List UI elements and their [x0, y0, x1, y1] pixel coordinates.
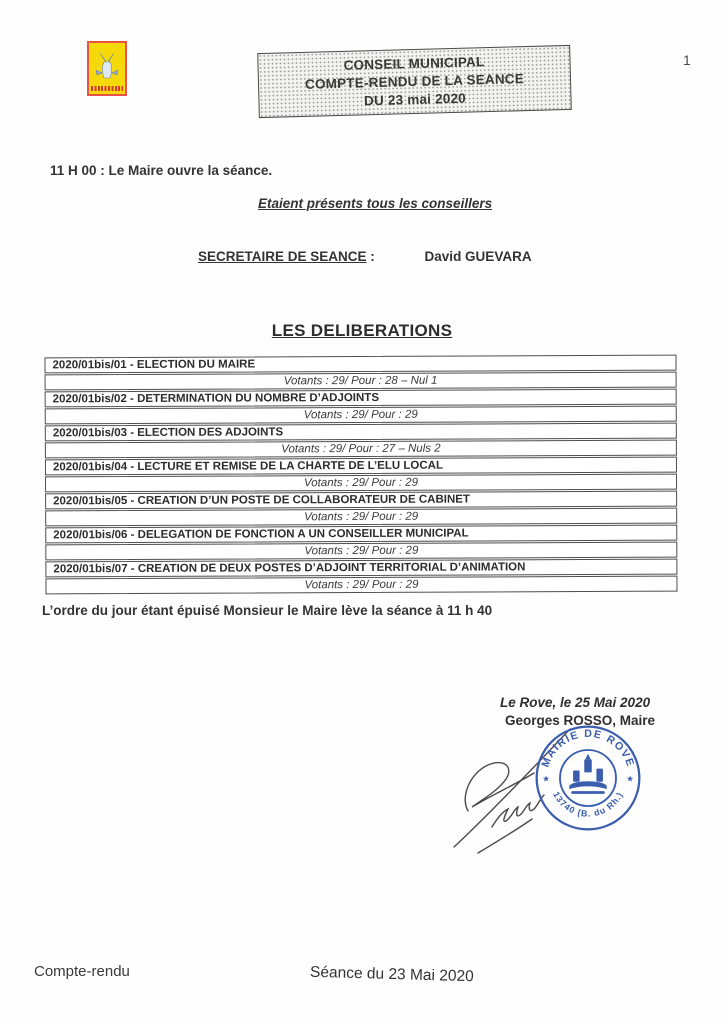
- deliberation-title-row: 2020/01bis/02 - DETERMINATION DU NOMBRE D’ADJOINTS: [45, 389, 677, 408]
- secretary-row: [198, 249, 532, 264]
- session-closing-line: L’ordre du jour étant épuisé Monsieur le Maire lève la séance à 11 h 40: [42, 603, 493, 618]
- deliberation-title-row: 2020/01bis/05 - CREATION D’UN POSTE DE COLLABORATEUR DE CABINET: [45, 491, 677, 510]
- svg-text:13740 (B. du Rh.): [551, 790, 625, 819]
- header-title-box: [257, 45, 572, 118]
- deliberation-votes-row: Votants : 29/ Pour : 29: [45, 406, 677, 425]
- deliberation-votes-row: Votants : 29/ Pour : 29: [45, 474, 677, 493]
- deliberation-votes-row: Votants : 29/ Pour : 28 – Nul 1: [45, 372, 677, 391]
- deliberation-votes-row: Votants : 29/ Pour : 29: [45, 508, 677, 527]
- header-line-2: COMPTE-RENDU DE LA SEANCE: [304, 70, 525, 92]
- deliberation-votes-row: Votants : 29/ Pour : 29: [45, 576, 677, 595]
- mairie-round-stamp: [532, 722, 644, 834]
- session-opening-line: 11 H 00 : Le Maire ouvre la séance.: [50, 163, 273, 178]
- stamp-star-right: ★: [626, 773, 634, 784]
- header-line-3: DU 23 mai 2020: [363, 90, 467, 108]
- secretary-label: SECRETAIRE DE SEANCE: [198, 249, 367, 264]
- secretary-name: David GUEVARA: [424, 249, 532, 264]
- signature-name-title: Georges ROSSO, Maire: [505, 713, 656, 728]
- deliberation-title-row: 2020/01bis/06 - DELEGATION DE FONCTION A UN CONSEILLER MUNICIPAL: [45, 525, 677, 544]
- deliberation-title-row: 2020/01bis/04 - LECTURE ET REMISE DE LA CHARTE DE L’ELU LOCAL: [45, 457, 677, 476]
- attendance-line: Etaient présents tous les conseillers: [258, 196, 493, 211]
- crest-motto-band: [91, 86, 123, 91]
- stamp-star-left: ★: [542, 773, 550, 784]
- signature-place-date: Le Rove, le 25 Mai 2020: [500, 695, 651, 710]
- deliberation-title-row: 2020/01bis/03 - ELECTION DES ADJOINTS: [45, 423, 677, 442]
- deliberation-title-row: 2020/01bis/07 - CREATION DE DEUX POSTES D’ADJOINT TERRITORIAL D’ANIMATION: [45, 559, 677, 578]
- deliberation-votes-row: Votants : 29/ Pour : 27 – Nuls 2: [45, 440, 677, 459]
- footer-doc-type: Compte-rendu: [34, 963, 130, 980]
- deliberation-title-row: 2020/01bis/01 - ELECTION DU MAIRE: [44, 355, 676, 374]
- deliberation-votes-row: Votants : 29/ Pour : 29: [45, 542, 677, 561]
- commune-crest-logo: [87, 41, 127, 96]
- deliberations-heading: LES DELIBERATIONS: [271, 321, 453, 340]
- stamp-bottom-text: 13740 (B. du Rh.): [551, 790, 625, 819]
- stamp-center-emblem: [569, 754, 606, 794]
- stamp-top-text: MAIRIE DE ROVE: [539, 727, 637, 769]
- secretary-colon: :: [366, 249, 375, 264]
- deliberations-table: [44, 355, 677, 595]
- windmill-crest-icon: [92, 50, 122, 86]
- footer-session-date: Séance du 23 Mai 2020: [309, 963, 474, 986]
- page-number: 1: [683, 52, 691, 68]
- header-line-1: CONSEIL MUNICIPAL: [343, 53, 485, 73]
